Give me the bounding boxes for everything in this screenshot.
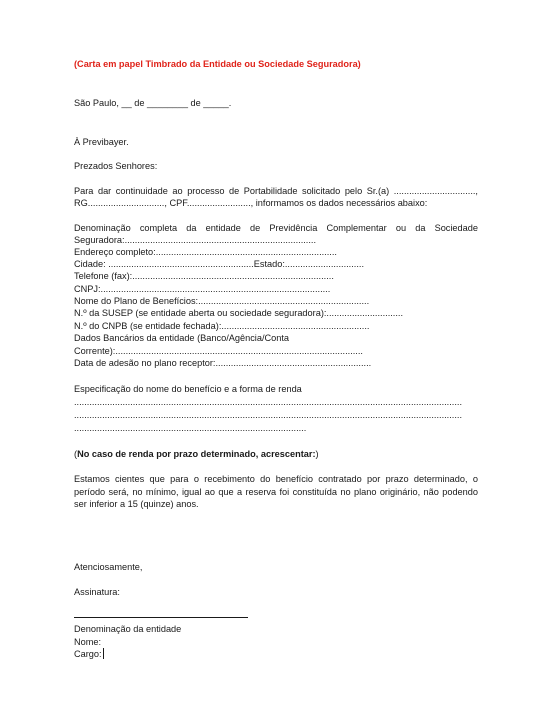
field-conta-corrente: Corrente):................................................................................................. [74,346,363,356]
spec-dots-1: ........................................................................................................................................................ [74,397,462,407]
signature-line [74,617,248,618]
letterhead-note: (Carta em papel Timbrado da Entidade ou Sociedade Seguradora) [74,59,361,69]
note-bold-text: No caso de renda por prazo determinado, acrescentar: [77,449,316,459]
signature-name: Nome: [74,637,102,647]
spec-dots-3: ........................................................................................... [74,423,307,433]
intro-line-1: Para dar continuidade ao processo de Portabilidade solicitado pelo Sr.(a) ................................, [74,186,478,196]
field-plano: Nome do Plano de Benefícios:................................................................... [74,296,370,306]
field-cnpj: CNPJ:.......................................................................................... [74,284,331,294]
field-endereco: Endereço completo:....................................................................... [74,247,337,257]
note-close-paren: ) [315,449,319,459]
field-cnpb: N.º do CNPB (se entidade fechada):.......................................................... [74,321,370,331]
field-susep: N.º da SUSEP (se entidade aberta ou sociedade seguradora):.............................. [74,308,404,318]
signature-role[interactable] [74,648,104,660]
signature-label: Assinatura: [74,587,120,597]
terms-line-2: período será, no mínimo, igual ao que a reserva foi constituída no plano originário, não podendo [74,487,478,497]
note-open-paren: ( [74,449,78,459]
salutation: Prezados Senhores: [74,161,158,171]
spec-heading: Especificação do nome do benefício e a forma de renda [74,384,302,394]
field-cidade-estado: Cidade: .........................................................Estado:............................... [74,259,365,269]
terms-line-3: ser inferior a 15 (quinze) anos. [74,499,199,509]
terms-line-1: Estamos cientes que para o recebimento do benefício contratado por prazo determinado, o [74,474,478,484]
signature-role-label: Cargo: [74,649,102,659]
field-seguradora: Seguradora:........................................................................... [74,235,317,245]
recipient: À Previbayer. [74,137,129,147]
text-cursor [103,648,104,659]
field-data-adesao: Data de adesão no plano receptor:............................................................. [74,358,372,368]
signature-entity: Denominação da entidade [74,624,182,634]
field-dados-bancarios: Dados Bancários da entidade (Banco/Agência/Conta [74,333,290,343]
spec-dots-2: ........................................................................................................................................................ [74,410,462,420]
field-telefone: Telefone (fax):............................................................................... [74,271,334,281]
field-denominacao: Denominação completa da entidade de Previdência Complementar ou da Sociedade [74,223,478,233]
date-line: São Paulo, __ de ________ de _____. [74,98,232,108]
closing: Atenciosamente, [74,562,143,572]
fixed-term-note [74,448,319,460]
intro-line-2: RG.............................., CPF........................., informamos os dados necessários abaixo: [74,198,428,208]
